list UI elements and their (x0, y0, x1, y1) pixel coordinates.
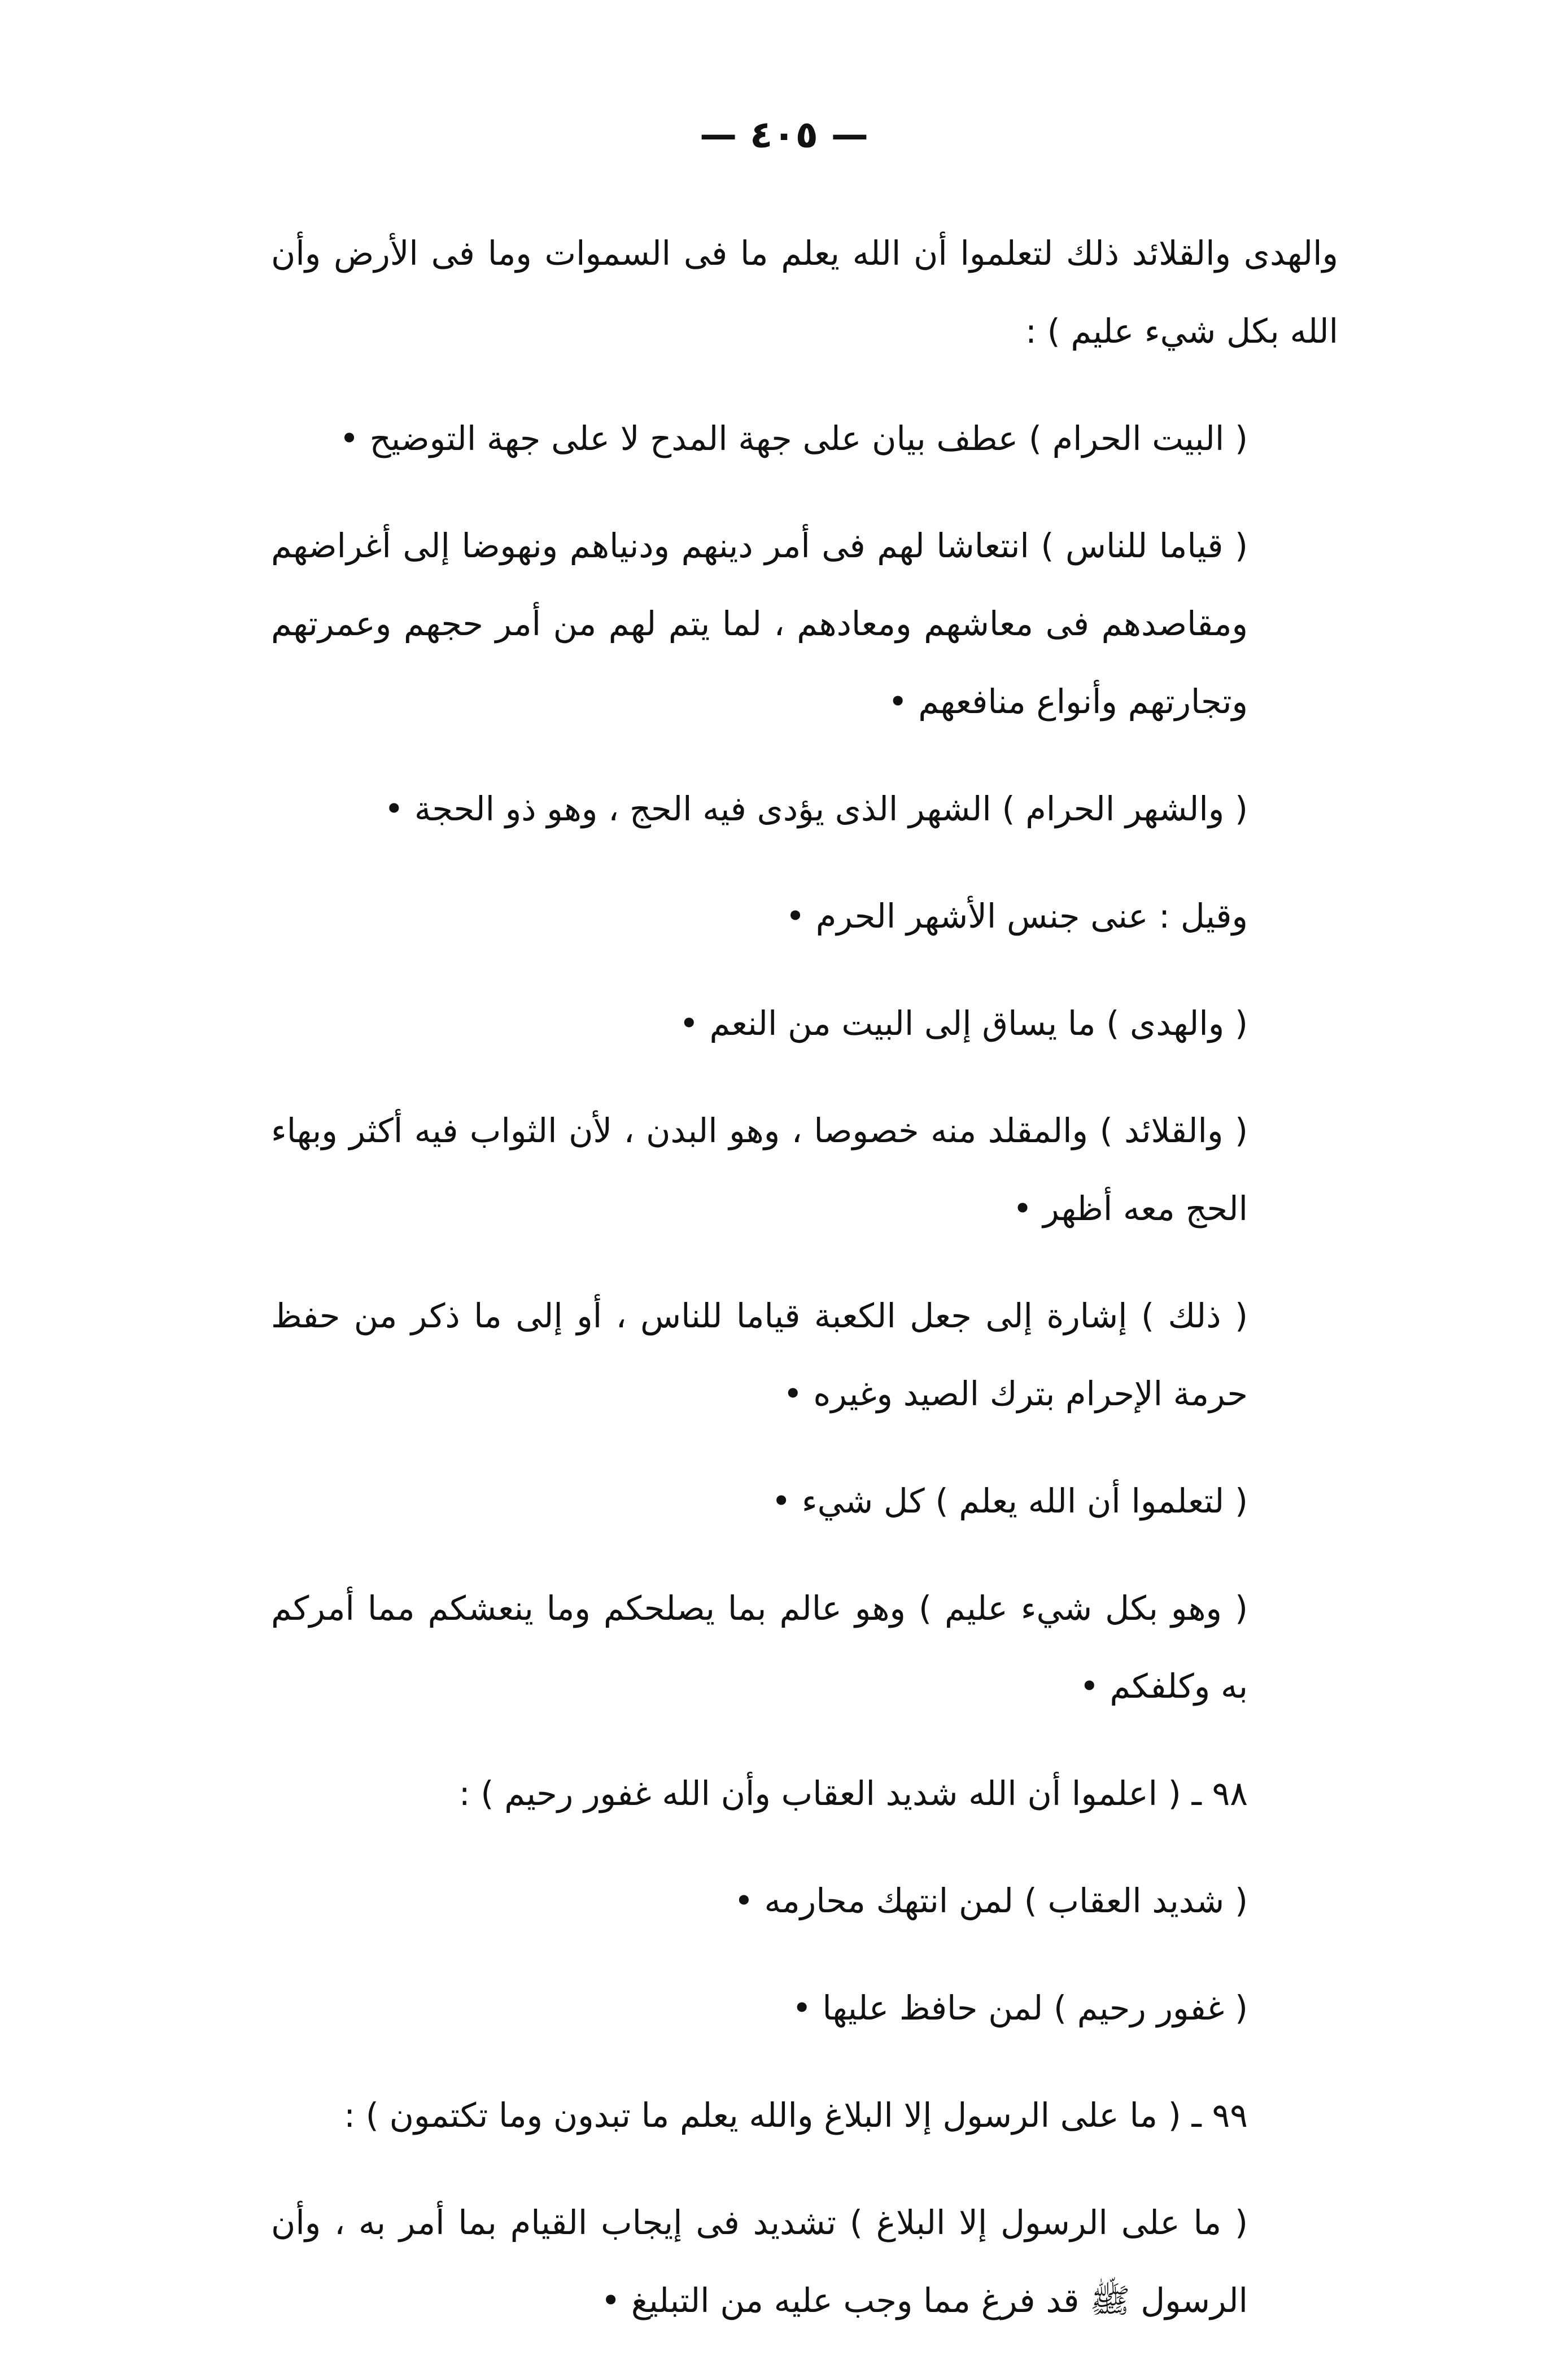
paragraph: والهدى والقلائد ذلك لتعلموا أن الله يعلم ما فى السموات وما فى الأرض وأن الله بكل شيء عليم ) : (271, 234, 1338, 351)
paragraph: ( والشهر الحرام ) الشهر الذى يؤدى فيه الحج ، وهو ذو الحجة • (384, 789, 1248, 828)
paragraph: ( ذلك ) إشارة إلى جعل الكعبة قياما للناس ، أو إلى ما ذكر من حفظ حرمة الإحرام بترك الصيد وغيره • (271, 1296, 1248, 1413)
paragraph: ٩٩ ـ ( ما على الرسول إلا البلاغ والله يعلم ما تبدون وما تكتمون ) : (344, 2096, 1248, 2135)
paragraph: ( وهو بكل شيء عليم ) وهو عالم بما يصلحكم وما ينعشكم مما أمركم به وكلفكم • (271, 1589, 1248, 1706)
paragraph: ( والقلائد ) والمقلد منه خصوصا ، وهو البدن ، لأن الثواب فيه أكثر وبهاء الحج معه أظهر • (271, 1111, 1248, 1228)
paragraph: ( البيت الحرام ) عطف بيان على جهة المدح لا على جهة التوضيح • (339, 419, 1248, 458)
body-text (271, 215, 1338, 2369)
page-number: — ٤٠٥ — (700, 113, 868, 156)
paragraph: ( غفور رحيم ) لمن حافظ عليها • (792, 1988, 1248, 2027)
paragraph: وقيل : عنى جنس الأشهر الحرم • (785, 897, 1248, 936)
paragraph: ( شديد العقاب ) لمن انتهك محارمه • (733, 1881, 1248, 1920)
paragraph: ٩٨ ـ ( اعلموا أن الله شديد العقاب وأن الله غفور رحيم ) : (458, 1774, 1248, 1813)
paragraph: ( قياما للناس ) انتعاشا لهم فى أمر دينهم ودنياهم ونهوضا إلى أغراضهم ومقاصدهم فى معاشهم ومعادهم ، لما يتم لهم من أمر حجهم وعمرتهم وتجارتهم وأنواع منافعهم • (271, 526, 1248, 721)
paragraph: ( والهدى ) ما يساق إلى البيت من النعم • (679, 1004, 1248, 1043)
paragraph: ( لتعلموا أن الله يعلم ) كل شيء • (771, 1481, 1248, 1520)
paragraph: ( ما على الرسول إلا البلاغ ) تشديد فى إيجاب القيام بما أمر به ، وأن الرسول ﷺ قد فرغ مما وجب عليه من التبليغ • (271, 2203, 1248, 2320)
